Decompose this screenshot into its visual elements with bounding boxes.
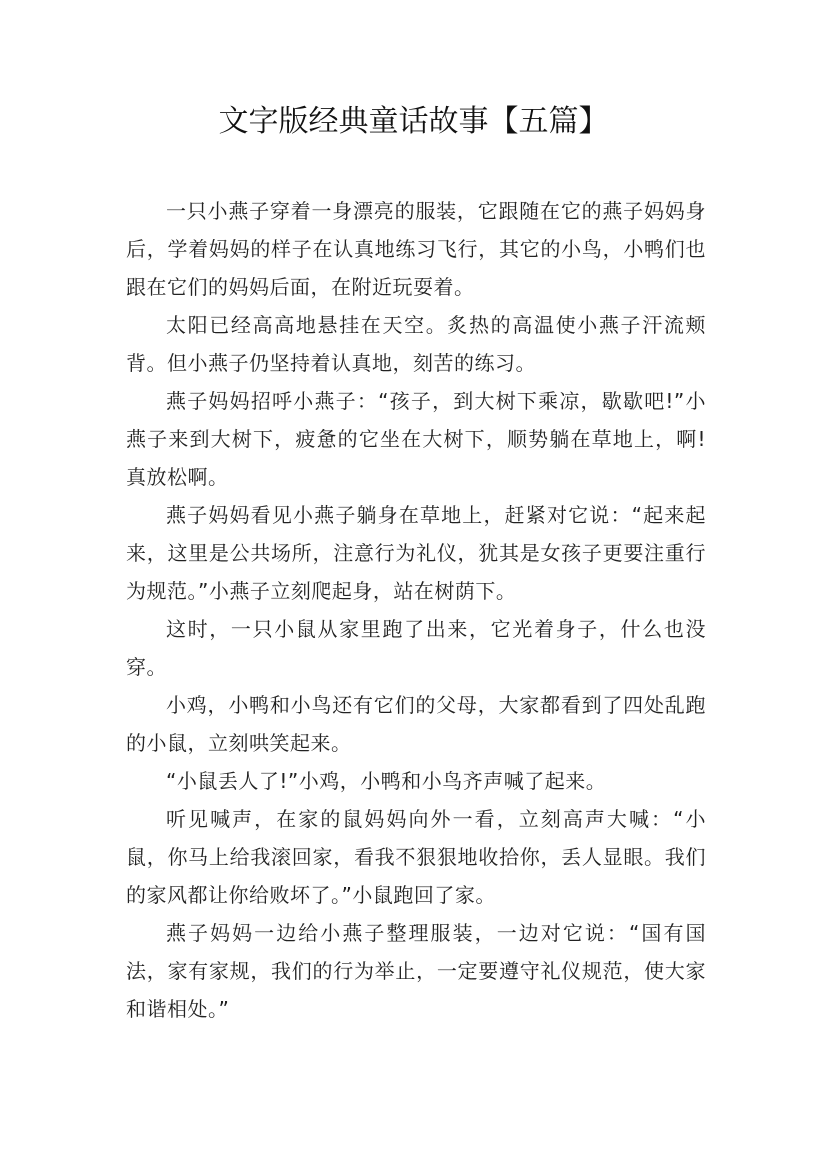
paragraph: 一只小燕子穿着一身漂亮的服装，它跟随在它的燕子妈妈身后，学着妈妈的样子在认真地练习飞行，其它的小鸟，小鸭们也跟在它们的妈妈后面，在附近玩耍着。 <box>126 199 706 299</box>
paragraph: 这时，一只小鼠从家里跑了出来，它光着身子，什么也没穿。 <box>126 617 706 679</box>
paragraph: 燕子妈妈一边给小燕子整理服装，一边对它说：“国有国法，家有家规，我们的行为举止，一定要遵守礼仪规范，使大家和谐相处。” <box>126 921 706 1021</box>
paragraph: 燕子妈妈看见小燕子躺身在草地上，赶紧对它说：“起来起来，这里是公共场所，注意行为礼仪，犹其是女孩子更要注重行为规范。”小燕子立刻爬起身，站在树荫下。 <box>126 503 706 603</box>
paragraph: 燕子妈妈招呼小燕子：“孩子，到大树下乘凉，歇歇吧!”小燕子来到大树下，疲惫的它坐在大树下，顺势躺在草地上，啊!真放松啊。 <box>126 389 706 489</box>
paragraph: “小鼠丢人了!”小鸡，小鸭和小鸟齐声喊了起来。 <box>166 769 607 793</box>
paragraph: 太阳已经高高地悬挂在天空。炙热的高温使小燕子汗流颊背。但小燕子仍坚持着认真地，刻苦的练习。 <box>126 313 706 375</box>
document-body <box>126 192 706 1028</box>
paragraph: 听见喊声，在家的鼠妈妈向外一看，立刻高声大喊：“小鼠，你马上给我滚回家，看我不狠狠地收拾你，丢人显眼。我们的家风都让你给败坏了。”小鼠跑回了家。 <box>126 807 706 907</box>
document-title: 文字版经典童话故事【五篇】 <box>218 104 609 139</box>
paragraph: 小鸡，小鸭和小鸟还有它们的父母，大家都看到了四处乱跑的小鼠，立刻哄笑起来。 <box>126 693 706 755</box>
